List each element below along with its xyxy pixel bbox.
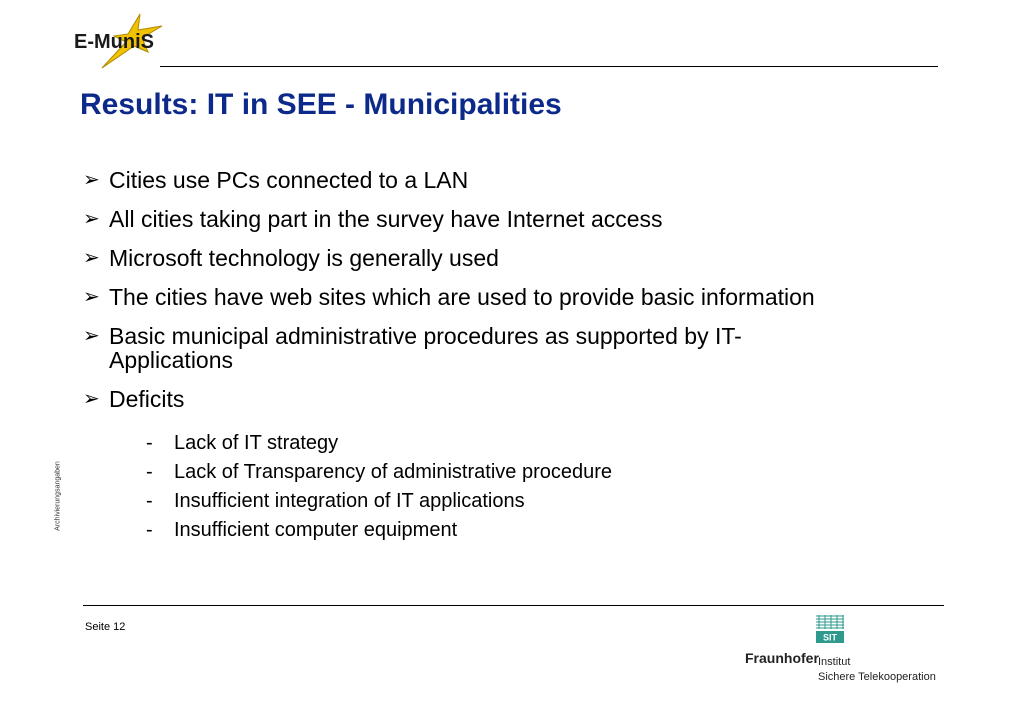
bullet-item bbox=[80, 324, 839, 372]
bullet-text: Microsoft technology is generally used bbox=[109, 245, 499, 271]
arrow-bullet-icon: ➢ bbox=[83, 286, 100, 308]
page-number: Seite 12 bbox=[85, 621, 126, 633]
sit-grid-icon bbox=[816, 615, 844, 629]
sub-bullet-list bbox=[146, 431, 612, 547]
bullet-text: The cities have web sites which are used to provide basic information bbox=[109, 284, 815, 310]
sub-bullet-text: Insufficient computer equipment bbox=[174, 519, 458, 541]
sit-logo bbox=[814, 614, 846, 644]
sub-bullet-item bbox=[146, 431, 612, 455]
arrow-bullet-icon: ➢ bbox=[83, 388, 100, 410]
bullet-list bbox=[80, 168, 980, 426]
sit-logo-text: SIT bbox=[822, 632, 838, 643]
dash-marker: - bbox=[146, 461, 153, 483]
bullet-item bbox=[80, 285, 980, 309]
dash-marker: - bbox=[146, 519, 153, 541]
sub-bullet-item bbox=[146, 460, 612, 484]
sub-bullet-text: Lack of Transparency of administrative procedure bbox=[174, 461, 612, 483]
slide-title: Results: IT in SEE - Municipalities bbox=[80, 88, 562, 121]
bullet-text: Deficits bbox=[109, 386, 185, 412]
bullet-text: All cities taking part in the survey have Internet access bbox=[109, 206, 663, 232]
arrow-bullet-icon: ➢ bbox=[83, 208, 100, 230]
institute-name: Fraunhofer bbox=[745, 650, 819, 666]
archive-label: Archivierungsangaben bbox=[54, 461, 62, 531]
bottom-divider bbox=[83, 605, 944, 606]
sub-bullet-text: Insufficient integration of IT applications bbox=[174, 490, 525, 512]
bullet-item bbox=[80, 387, 980, 411]
bullet-item bbox=[80, 168, 980, 192]
bullet-text: Cities use PCs connected to a LAN bbox=[109, 167, 469, 193]
dash-marker: - bbox=[146, 490, 153, 512]
bullet-text: Basic municipal administrative procedures as supported by IT-Applications bbox=[109, 323, 742, 373]
arrow-bullet-icon: ➢ bbox=[83, 169, 100, 191]
bullet-item bbox=[80, 207, 980, 231]
top-divider bbox=[160, 66, 938, 67]
sub-bullet-text: Lack of IT strategy bbox=[174, 432, 339, 454]
bullet-item bbox=[80, 246, 980, 270]
arrow-bullet-icon: ➢ bbox=[83, 247, 100, 269]
sub-bullet-item bbox=[146, 489, 612, 513]
dash-marker: - bbox=[146, 432, 153, 454]
institute-line-2: Sichere Telekooperation bbox=[818, 671, 936, 683]
sub-bullet-item bbox=[146, 518, 612, 542]
emunis-logo bbox=[72, 12, 172, 70]
arrow-bullet-icon: ➢ bbox=[83, 325, 100, 347]
institute-line-1: Institut bbox=[818, 656, 851, 668]
logo-text: E-MuniS bbox=[74, 31, 154, 53]
